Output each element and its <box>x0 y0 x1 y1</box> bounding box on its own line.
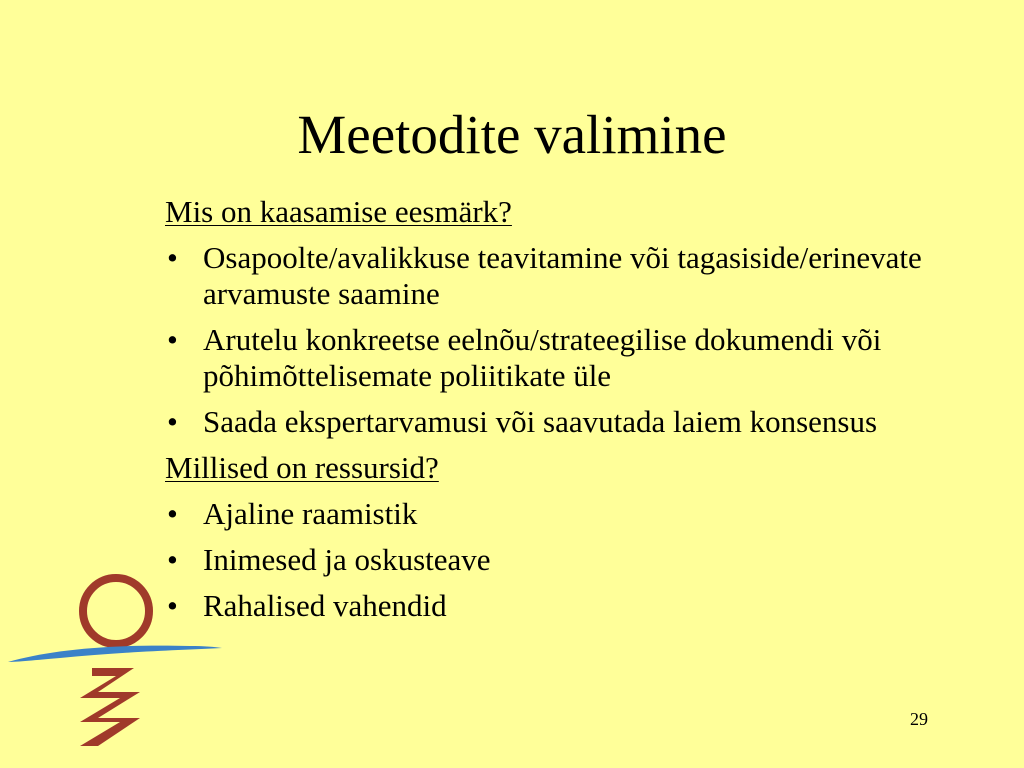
bullet-list-purpose <box>165 240 1015 440</box>
list-item <box>165 404 1015 440</box>
logo-zigzag <box>80 668 140 746</box>
bullet-glyph: • <box>167 542 178 577</box>
bullet-list-resources <box>165 496 1015 624</box>
list-item-text: Inimesed ja oskusteave <box>203 542 491 577</box>
list-item-text: Arutelu konkreetse eelnõu/strateegilise dokumendi või põhimõttelisemate poliitikate üle <box>203 322 882 393</box>
bullet-glyph: • <box>167 588 178 623</box>
bullet-glyph: • <box>167 240 178 275</box>
logo-swoosh <box>8 646 222 662</box>
organization-logo-icon <box>0 570 230 765</box>
section-heading-resources: Millised on ressursid? <box>165 450 439 485</box>
page-number: 29 <box>910 709 928 729</box>
list-item-text: Osapoolte/avalikkuse teavitamine või tagasiside/erinevate arvamuste saamine <box>203 240 922 311</box>
bullet-glyph: • <box>167 322 178 357</box>
slide-body <box>165 194 1015 634</box>
logo-circle <box>83 578 149 644</box>
list-item <box>165 588 1015 624</box>
slide-title: Meetodite valimine <box>297 104 727 165</box>
bullet-glyph: • <box>167 496 178 531</box>
list-item-text: Rahalised vahendid <box>203 588 447 623</box>
list-item-text: Ajaline raamistik <box>203 496 418 531</box>
bullet-glyph: • <box>167 404 178 439</box>
list-item <box>165 240 1015 312</box>
list-item <box>165 322 1015 394</box>
section-heading-purpose: Mis on kaasamise eesmärk? <box>165 194 512 229</box>
list-item <box>165 496 1015 532</box>
list-item-text: Saada ekspertarvamusi või saavutada laiem konsensus <box>203 404 878 439</box>
list-item <box>165 542 1015 578</box>
